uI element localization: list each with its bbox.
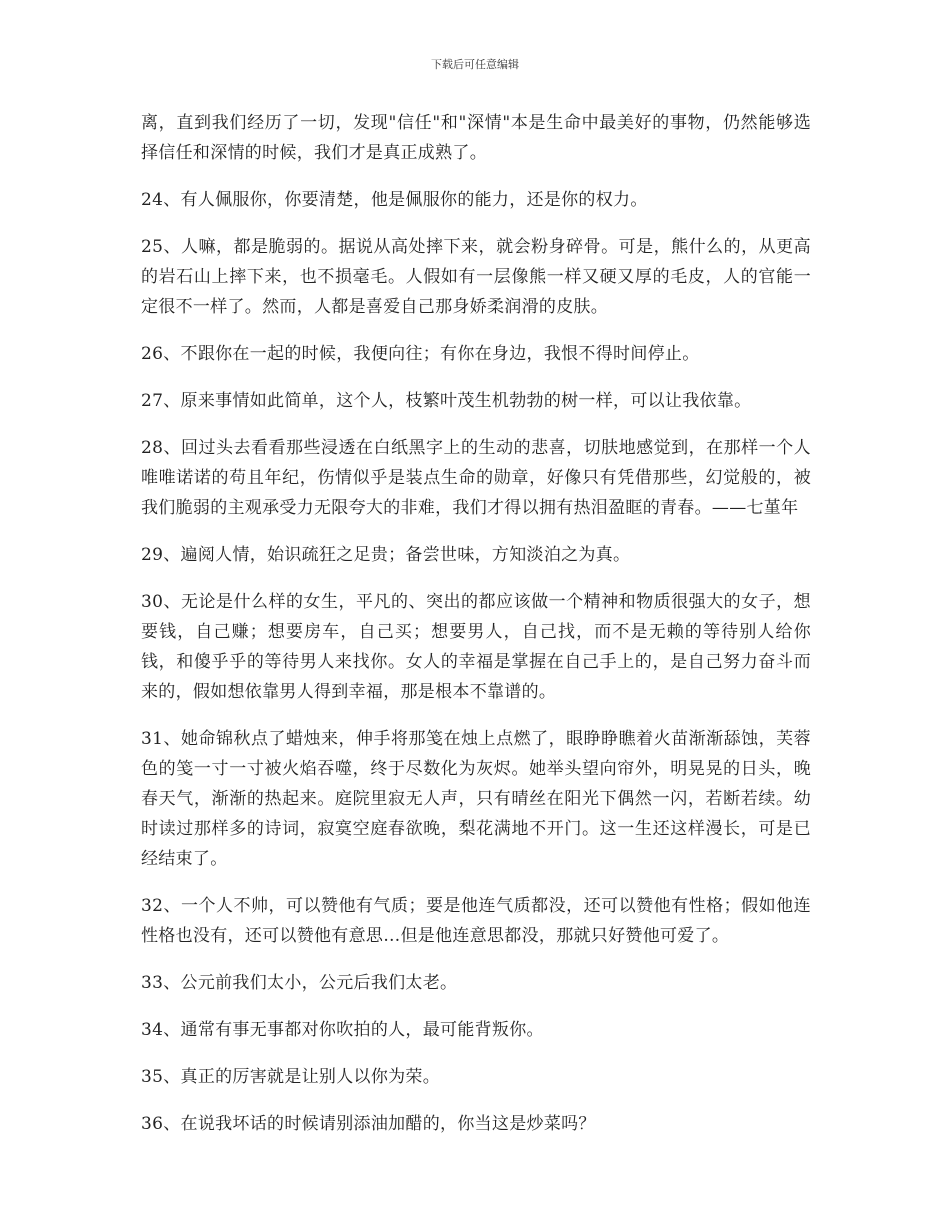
paragraph-32: 32、一个人不帅，可以赞他有气质；要是他连气质都没，还可以赞他有性格；假如他连性格也没有，还可以赞他有意思…但是他连意思都没，那就只好赞他可爱了。 — [141, 896, 811, 946]
paragraph-25: 25、人嘛，都是脆弱的。据说从高处摔下来，就会粉身碎骨。可是，熊什么的，从更高的岩石山上摔下来，也不损毫毛。人假如有一层像熊一样又硬又厚的毛皮，人的官能一定很不一样了。然而，人都是喜爱自己那身娇柔润滑的皮肤。 — [141, 237, 811, 317]
paragraph-36: 36、在说我坏话的时候请别添油加醋的，你当这是炒菜吗？ — [141, 1114, 596, 1134]
page-header: 下载后可任意编辑 — [431, 58, 519, 71]
paragraph-34: 34、通常有事无事都对你吹拍的人，最可能背叛你。 — [141, 1020, 544, 1040]
paragraph-33: 33、公元前我们太小，公元后我们太老。 — [141, 973, 458, 993]
paragraph-35: 35、真正的厉害就是让别人以你为荣。 — [141, 1067, 441, 1087]
paragraph-continuation: 离，直到我们经历了一切，发现"信任"和"深情"本是生命中最美好的事物，仍然能够选择信任和深情的时候，我们才是真正成熟了。 — [141, 113, 811, 163]
paragraph-31: 31、她命锦秋点了蜡烛来，伸手将那笺在烛上点燃了，眼睁睁瞧着火苗渐渐舔蚀，芙蓉色的笺一寸一寸被火焰吞噬，终于尽数化为灰烬。她举头望向帘外，明晃晃的日头，晚春天气，渐渐的热起来。庭院里寂无人声，只有晴丝在阳光下偶然一闪，若断若续。幼时读过那样多的诗词，寂寞空庭春欲晚，梨花满地不开门。这一生还这样漫长，可是已经结束了。 — [141, 729, 811, 869]
paragraph-27: 27、原来事情如此简单，这个人，枝繁叶茂生机勃勃的树一样，可以让我依靠。 — [141, 391, 752, 411]
document-body — [141, 108, 811, 1156]
paragraph-24: 24、有人佩服你，你要清楚，他是佩服你的能力，还是你的权力。 — [141, 190, 648, 210]
paragraph-30: 30、无论是什么样的女生，平凡的、突出的都应该做一个精神和物质很强大的女子，想要钱，自己赚；想要房车，自己买；想要男人，自己找，而不是无赖的等待别人给你钱，和傻乎乎的等待男人来找你。女人的幸福是掌握在自己手上的，是自己努力奋斗而来的，假如想依靠男人得到幸福，那是根本不靠谱的。 — [141, 592, 811, 702]
paragraph-29: 29、遍阅人情，始识疏狂之足贵；备尝世味，方知淡泊之为真。 — [141, 545, 631, 565]
paragraph-26: 26、不跟你在一起的时候，我便向往；有你在身边，我恨不得时间停止。 — [141, 344, 700, 364]
paragraph-28: 28、回过头去看看那些浸透在白纸黑字上的生动的悲喜，切肤地感觉到，在那样一个人唯唯诺诺的苟且年纪，伤情似乎是装点生命的勋章，好像只有凭借那些，幻觉般的，被我们脆弱的主观承受力无限夸大的非难，我们才得以拥有热泪盈眶的青春。——七堇年 — [141, 438, 811, 518]
